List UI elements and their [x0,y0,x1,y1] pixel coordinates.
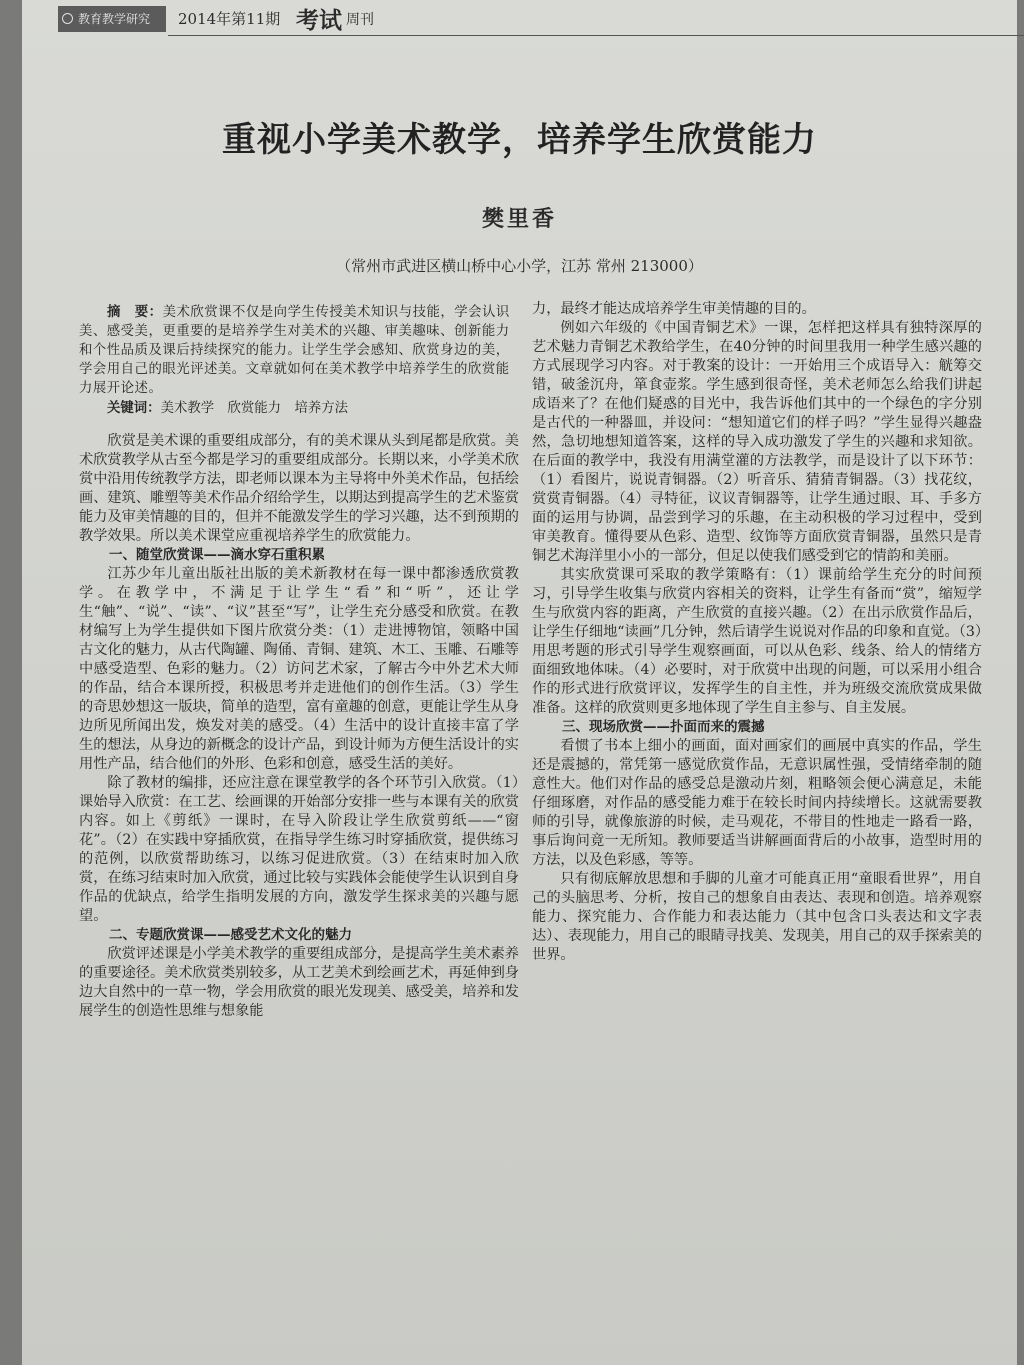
section1-paragraph-2: 除了教材的编排，还应注意在课堂教学的各个环节引入欣赏。（1）课始导入欣赏：在工艺、绘画课的开始部分安排一些与本课有关的欣赏内容。如上《剪纸》一课时，在导入阶段让学生欣赏剪纸——“窗花”。（2）在实践中穿插欣赏，在指导学生练习时穿插欣赏，提供练习的范例，以欣赏帮助练习，以练习促进欣赏。（3）在结束时加入欣赏，在练习结束时加入欣赏，通过比较与实践体会能使学生认识到自身作品的优缺点，给学生指明发展的方向，激发学生探求美的兴趣与愿望。 [79,775,519,924]
spacer [79,418,519,432]
journal-page [22,0,1017,1365]
journal-name: 考试 [296,8,342,34]
article-author: 樊里香 [481,206,557,232]
header-rule [168,35,1024,36]
strategy-paragraph: 其实欣赏课可采取的教学策略有：（1）课前给学生充分的时间预习，引导学生收集与欣赏内容相关的资料，让学生有备而“赏”，缩短学生与欣赏内容的距离，产生欣赏的直接兴趣。（2）在出示欣赏作品后，让学生仔细地“读画”几分钟，然后请学生说说对作品的印象和直觉。（3）用思考题的形式引导学生观察画面，可以从色彩、线条、给人的情绪方面细致地体味。（4）必要时，对于欣赏中出现的问题，可以采用小组合作的形式进行欣赏评议，发挥学生的自主性，并为班级交流欣赏成果做准备。这样的欣赏则更多地体现了学生自主参与、自主发展。 [532,567,982,716]
running-header [58,2,998,40]
section3-paragraph-2: 只有彻底解放思想和手脚的儿童才可能真正用“童眼看世界”，用自己的头脑思考、分析，按自己的想象自由表达、表现和创造。培养观察能力、探究能力、合作能力和表达能力（其中包含口头表达和文字表达）、表现能力，用自己的眼睛寻找美、发现美，用自己的双手探索美的世界。 [532,871,982,963]
abstract-label: 摘 要： [107,304,163,320]
abstract [79,303,519,398]
article-title: 重视小学美术教学，培养学生欣赏能力 [222,120,817,160]
section3-paragraph-1: 看惯了书本上细小的画面，面对画家们的画展中真实的作品，学生还是震撼的，常凭第一感觉欣赏作品，无意识属性强，受情绪牵制的随意性大。他们对作品的感受总是激动片刻，粗略领会便心满意足，未能仔细琢磨，对作品的感受能力难于在较长时间内持续增长。这就需要教师的引导，就像旅游的时候，走马观花，不带目的性地走一路看一路，事后询问竟一无所知。教师要适当讲解画面背后的小故事，造型时用的方法，以及色彩感，等等。 [532,738,982,868]
section-tag-label: 教育教学研究 [78,12,151,26]
keywords-text: 美术教学 欣赏能力 培养方法 [160,401,349,416]
journal-frequency: 周刊 [346,12,374,28]
section-heading-2: 二、专题欣赏课——感受艺术文化的魅力 [109,927,352,943]
section2-paragraph-1: 欣赏评述课是小学美术教学的重要组成部分，是提高学生美术素养的重要途径。美术欣赏类别较多，从工艺美术到绘画艺术，再延伸到身边大自然中的一草一物，学会用欣赏的眼光发现美、感受美，培养和发展学生的创造性思维与想象能 [79,946,519,1019]
keywords [79,399,519,418]
keywords-label: 关键词： [107,400,161,416]
intro-paragraph: 欣赏是美术课的重要组成部分，有的美术课从头到尾都是欣赏。美术欣赏教学从古至今都是学习的重要组成部分。长期以来，小学美术欣赏中沿用传统教学方法，即老师以课本为主导将中外美术作品，包括绘画、建筑、雕塑等美术作品介绍给学生，以期达到提高学生的艺术鉴赏能力及审美情趣的目的，但并不能激发学生的学习兴趣，达不到预期的教学效果。所以美术课堂应重视培养学生的欣赏能力。 [79,433,519,544]
section-tag [58,6,166,32]
section-heading-1: 一、随堂欣赏课——滴水穿石重积累 [109,547,325,563]
left-column [79,303,519,1021]
right-column [532,300,982,965]
section1-paragraph-1: 江苏少年儿童出版社出版的美术新教材在每一课中都渗透欣赏教学。在教学中，不满足于让学生“看”和“听”，还让学生“触”、“说”、“读”、“议”甚至“写”，让学生充分感受和欣赏。在教材编写上为学生提供如下图片欣赏分类：（1）走进博物馆，领略中国古文化的魅力，从古代陶罐、陶俑、青铜、建筑、木工、玉雕、石雕等中感受造型、色彩的魅力。（2）访问艺术家，了解古今中外艺术大师的作品，结合本课所授，积极思考并走进他们的创作生活。（3）学生的奇思妙想这一版块，简单的造型，富有童趣的创意，更能让学生从身边所见所闻出发，焕发对美的感受。（4）生活中的设计直接丰富了学生的想法，从身边的新概念的设计产品，到设计师为方便生活设计的实用性产品，结合他们的外形、色彩和创意，感受生活的美好。 [79,566,519,772]
circle-icon [62,13,73,24]
continued-paragraph: 力，最终才能达成培养学生审美情趣的目的。 [532,301,816,317]
bronze-lesson-paragraph: 例如六年级的《中国青铜艺术》一课，怎样把这样具有独特深厚的艺术魅力青铜艺术教给学生，在40分钟的时间里我用一种学生感兴趣的方式展现学习内容。对于教案的设计：一开始用三个成语导入：觥筹交错，破釜沉舟，箪食壶浆。学生感到很奇怪，美术老师怎么给我们讲起成语来了？在他们疑惑的目光中，我告诉他们其中的一个绿色的字分别是古代的一种器皿，并设问：“想知道它们的样子吗？”学生显得兴趣盎然，急切地想知道答案，这样的导入成功激发了学生的兴趣和求知欲。在后面的教学中，我没有用满堂灌的方法教学，而是设计了以下环节：（1）看图片，说说青铜器。（2）听音乐、猜猜青铜器。（3）找花纹，赏赏青铜器。（4）寻特征，议议青铜器等，让学生通过眼、耳、手多方面的运用与协调，品尝到学习的乐趣，在主动积极的学习过程中，受到审美教育。懂得要从色彩、造型、纹饰等方面欣赏青铜器，虽然只是青铜艺术海洋里小小的一部分，但足以使我们感受到它的情韵和美丽。 [532,320,982,564]
abstract-text: 美术欣赏课不仅是向学生传授美术知识与技能，学会认识美、感受美，更重要的是培养学生对美术的兴趣、审美趣味、创新能力和个性品质及课后持续探究的能力。让学生学会感知、欣赏身边的美，学会用自己的眼光评述美。文章就如何在美术教学中培养学生的欣赏能力展开论述。 [79,305,510,396]
author-affiliation: （常州市武进区横山桥中心小学，江苏 常州 213000） [336,257,703,275]
issue-number: 2014年第11期 [178,10,281,28]
section-heading-3: 三、现场欣赏——扑面而来的震撼 [562,719,765,735]
